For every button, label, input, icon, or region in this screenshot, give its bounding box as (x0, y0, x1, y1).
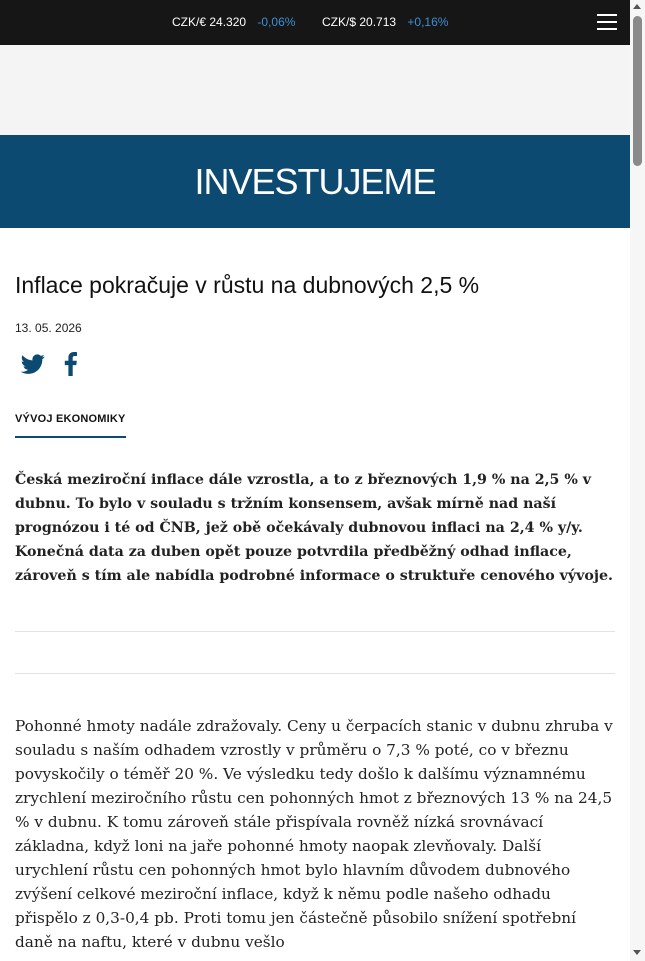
rate-eur-pair: CZK/€ (172, 15, 207, 29)
article-perex: Česká meziroční inflace dále vzrostla, a to z březnových 1,9 % na 2,5 % v dubnu. To bylo v souladu s tržním konsensem, avšak mírně nad naší prognózou i té od ČNB, jež obě očekávaly dubnovou inflaci na 2,4 % y/y. Konečná data za duben opět pouze potvrdila předběžný odhad inflace, zároveň s tím ale nabídla podrobné informace o struktuře cenového vývoje. (15, 472, 613, 584)
rate-eur-value: 24.320 (209, 15, 247, 29)
rate-eur-change: -0,06% (257, 15, 296, 29)
rate-usd (322, 15, 448, 29)
scroll-thumb[interactable] (633, 16, 642, 166)
article-date: 13. 05. 2026 (15, 321, 82, 335)
rate-usd-value: 20.713 (359, 15, 397, 29)
facebook-icon[interactable] (61, 352, 79, 376)
top-bar (0, 0, 630, 45)
scrollbar[interactable] (630, 0, 645, 961)
rate-usd-pair: CZK/$ (322, 15, 357, 29)
brand-logo[interactable]: INVESTUJEME (194, 161, 436, 202)
article-title: Inflace pokračuje v růstu na dubnových 2,5 % (15, 272, 480, 298)
twitter-icon[interactable] (21, 352, 45, 376)
ad-space (0, 45, 630, 135)
scroll-down-arrow-icon[interactable] (633, 950, 641, 955)
scroll-up-arrow-icon[interactable] (633, 4, 641, 9)
article-body: Pohonné hmoty nadále zdražovaly. Ceny u čerpacích stanic v dubnu zhruba v souladu s naším odhadem vzrostly v průměru o 7,3 % poté, co v březnu povyskočily o téměř 20 %. Ve výsledku tedy došlo k dalšímu významnému zrychlení meziročního růstu cen pohonných hmot z březnových 13 % na 24,5 % v dubnu. K tomu zároveň stále přispívala rovněž nízká srovnávací základna, když loni na jaře pohonné hmoty naopak zlevňovaly. Další urychlení růstu cen pohonných hmot bylo hlavním důvodem dubnového zvýšení celkové meziroční inflace, když k němu podle našeho odhadu přispělo z 0,3-0,4 pb. Proti tomu jen částečně působilo snížení spotřební daně na naftu, které v dubnu vešlo (15, 717, 613, 951)
category-underline (15, 436, 126, 438)
divider (15, 673, 615, 674)
rate-eur (172, 15, 295, 29)
category-tag[interactable]: VÝVOJ EKONOMIKY (15, 413, 126, 425)
rate-usd-change: +0,16% (407, 15, 449, 29)
hamburger-menu-icon[interactable] (597, 13, 617, 31)
divider (15, 631, 615, 632)
